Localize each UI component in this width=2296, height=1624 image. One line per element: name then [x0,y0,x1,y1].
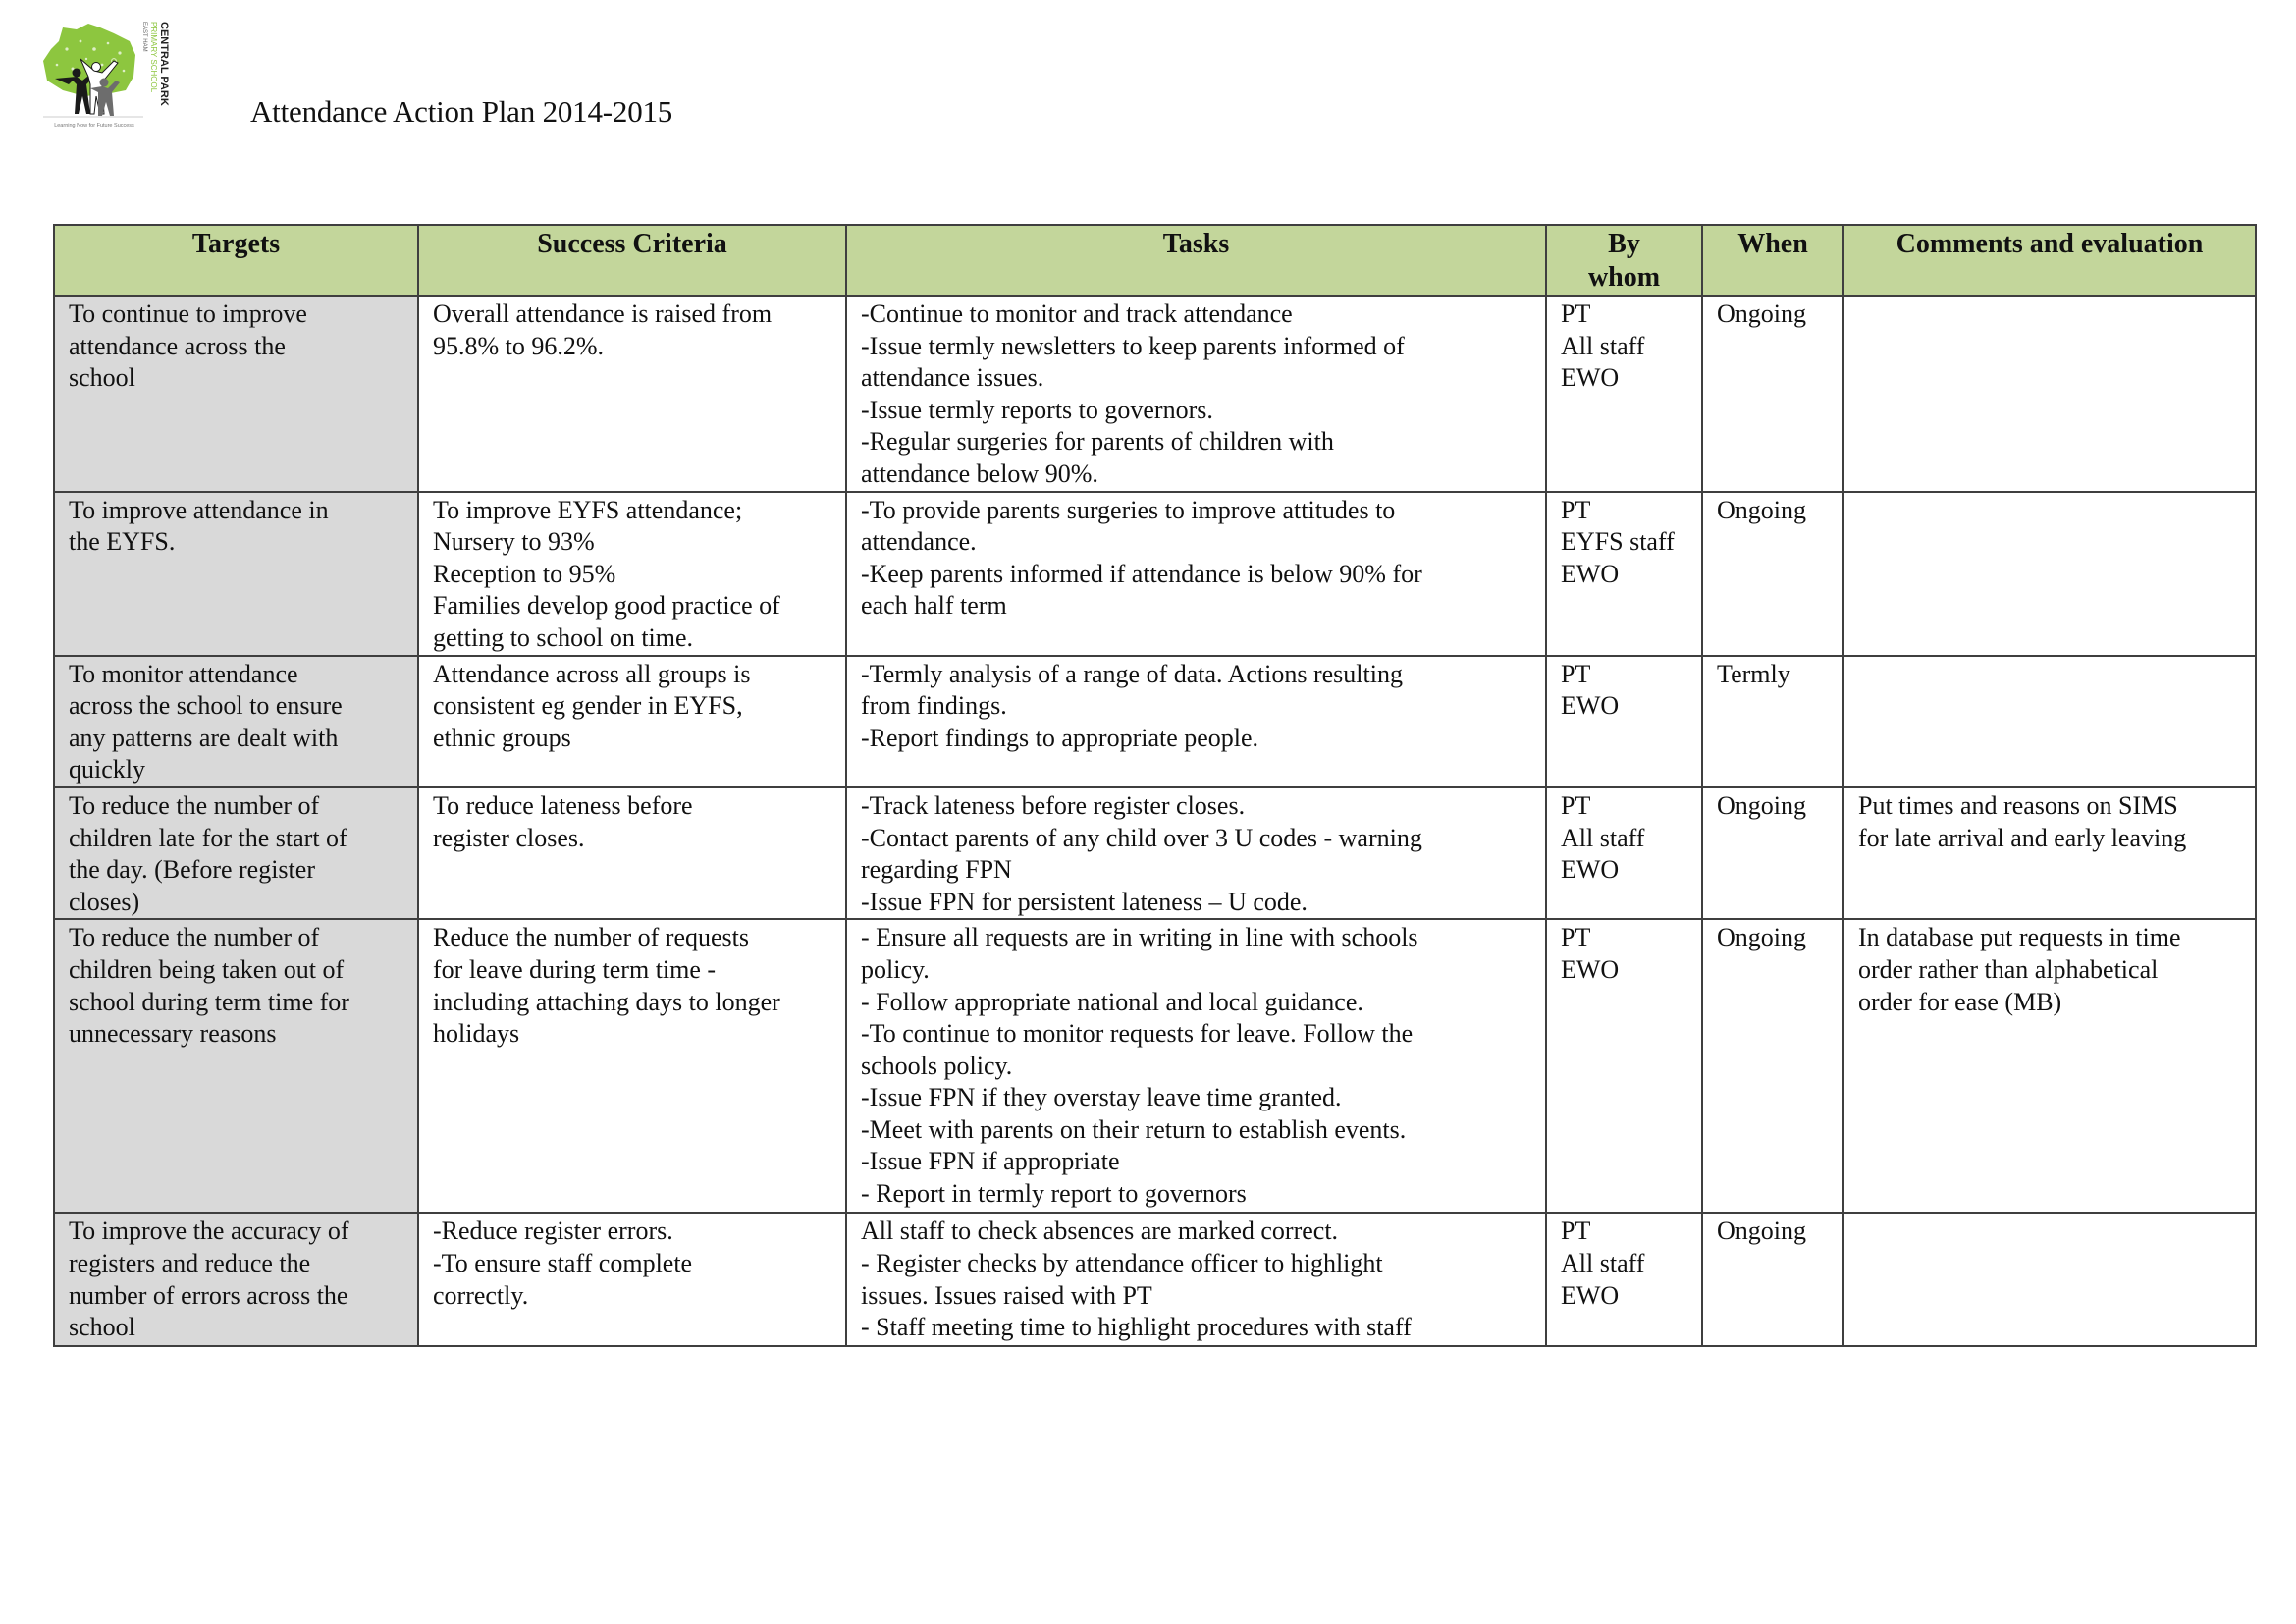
cell-target-line: To improve the accuracy of [69,1217,349,1246]
cell-by-whom-line: PT [1561,1217,1591,1246]
cell-tasks-line: All staff to check absences are marked correct. [861,1217,1339,1246]
cell-tasks-line: -Issue FPN if they overstay leave time granted. [861,1083,1342,1112]
cell-target-line: closes) [69,887,140,916]
cell-tasks [846,787,1546,919]
cell-by-whom-line: PT [1561,659,1591,688]
cell-by-whom-line: PT [1561,495,1591,524]
table-row [54,1213,2256,1346]
cell-target-line: registers and reduce the [69,1248,311,1277]
cell-target-line: To reduce the number of [69,790,320,820]
cell-success-criteria-line: To reduce lateness before [433,790,693,820]
cell-when-text: Ongoing [1717,790,1806,820]
cell-target [54,296,418,492]
cell-success-criteria-line: correctly. [433,1280,529,1310]
cell-target-line: attendance across the [69,331,286,360]
cell-target [54,656,418,787]
cell-tasks-line: -Keep parents informed if attendance is below 90% for [861,559,1422,588]
cell-tasks-line: policy. [861,954,930,984]
cell-target [54,492,418,656]
cell-by-whom [1546,296,1702,492]
cell-target-line: school [69,1313,135,1342]
cell-tasks-line: regarding FPN [861,855,1012,885]
cell-success-criteria-line: consistent eg gender in EYFS, [433,691,743,721]
cell-when [1702,656,1843,787]
cell-tasks-line: -Contact parents of any child over 3 U codes - warning [861,823,1422,852]
cell-target-line: number of errors across the [69,1280,348,1310]
cell-tasks-line: -Termly analysis of a range of data. Actions resulting [861,659,1403,688]
cell-success-criteria [418,787,846,919]
cell-success-criteria-line: Families develop good practice of [433,591,780,621]
cell-tasks-line: attendance. [861,527,977,557]
cell-success-criteria-line: To improve EYFS attendance; [433,495,743,524]
logo-location: EAST HAM [141,22,147,52]
cell-when-text: Ongoing [1717,923,1806,952]
cell-success-criteria-line: for leave during term time - [433,954,717,984]
cell-when-text: Ongoing [1717,299,1806,328]
cell-tasks-line: -Issue FPN for persistent lateness – U code. [861,887,1308,916]
cell-success-criteria-line: Reduce the number of requests [433,923,750,952]
cell-comments-line: Put times and reasons on SIMS [1858,790,2178,820]
cell-by-whom-line: PT [1561,299,1591,328]
cell-tasks-line: -Regular surgeries for parents of children with [861,427,1334,457]
cell-tasks-line: -Issue termly reports to governors. [861,395,1213,424]
cell-tasks-line: - Report in termly report to governors [861,1179,1247,1209]
cell-comments [1843,296,2256,492]
cell-target-line: across the school to ensure [69,691,343,721]
cell-success-criteria-line: Reception to 95% [433,559,616,588]
cell-target-line: quickly [69,755,145,785]
cell-tasks-line: - Ensure all requests are in writing in line with schools [861,923,1418,952]
table-row [54,787,2256,919]
cell-tasks [846,656,1546,787]
cell-by-whom-line: EWO [1561,954,1620,984]
cell-success-criteria-line: register closes. [433,823,585,852]
cell-comments-line: for late arrival and early leaving [1858,823,2187,852]
cell-target [54,1213,418,1346]
table-row [54,656,2256,787]
cell-target-line: the day. (Before register [69,855,315,885]
cell-target-line: To monitor attendance [69,659,298,688]
cell-success-criteria [418,296,846,492]
cell-target-line: unnecessary reasons [69,1019,277,1049]
cell-target-line: To continue to improve [69,299,307,328]
cell-by-whom-line: EWO [1561,1280,1620,1310]
cell-by-whom [1546,919,1702,1213]
cell-when-text: Ongoing [1717,1217,1806,1246]
cell-tasks-line: issues. Issues raised with PT [861,1280,1152,1310]
cell-target-line: school during term time for [69,987,349,1016]
cell-target-line: To improve attendance in [69,495,329,524]
cell-tasks-line: - Register checks by attendance officer to highlight [861,1248,1383,1277]
cell-target-line: To reduce the number of [69,923,320,952]
cell-comments [1843,1213,2256,1346]
cell-tasks-line: from findings. [861,691,1007,721]
cell-by-whom-line: All staff [1561,823,1645,852]
cell-target-line: the EYFS. [69,527,176,557]
cell-when-text: Termly [1717,659,1790,688]
cell-success-criteria [418,1213,846,1346]
cell-comments-line: In database put requests in time [1858,923,2181,952]
cell-success-criteria-line: holidays [433,1019,520,1049]
logo-tagline: Learning Now for Future Success [54,123,134,129]
cell-comments [1843,492,2256,656]
cell-tasks-line: -Issue FPN if appropriate [861,1147,1120,1176]
cell-tasks-line: -Track lateness before register closes. [861,790,1246,820]
logo-subtitle: PRIMARY SCHOOL [149,22,158,93]
cell-target [54,787,418,919]
header-tasks: Tasks [846,225,1546,296]
cell-by-whom [1546,656,1702,787]
cell-tasks-line: attendance below 90%. [861,459,1098,488]
cell-by-whom [1546,787,1702,919]
cell-success-criteria-line: including attaching days to longer [433,987,780,1016]
table-row [54,919,2256,1213]
cell-success-criteria-line: -Reduce register errors. [433,1217,673,1246]
cell-when [1702,296,1843,492]
cell-when-text: Ongoing [1717,495,1806,524]
cell-success-criteria [418,492,846,656]
cell-success-criteria-line: Nursery to 93% [433,527,595,557]
table-row [54,492,2256,656]
document-title: Attendance Action Plan 2014-2015 [250,94,673,129]
cell-tasks-line: -Meet with parents on their return to establish events. [861,1114,1407,1144]
cell-tasks-line: -To provide parents surgeries to improve attitudes to [861,495,1396,524]
cell-success-criteria [418,919,846,1213]
cell-comments-line: order for ease (MB) [1858,987,2062,1016]
cell-when [1702,787,1843,919]
school-logo [37,20,183,130]
cell-tasks [846,296,1546,492]
cell-success-criteria [418,656,846,787]
header-when: When [1702,225,1843,296]
cell-by-whom-line: EWO [1561,363,1620,393]
header-by-whom [1546,225,1702,296]
table-row [54,296,2256,492]
header-success-criteria: Success Criteria [418,225,846,296]
cell-target-line: any patterns are dealt with [69,723,339,752]
cell-by-whom-line: EYFS staff [1561,527,1675,557]
cell-when [1702,1213,1843,1346]
cell-comments [1843,787,2256,919]
cell-when [1702,492,1843,656]
cell-tasks [846,919,1546,1213]
cell-tasks-line: schools policy. [861,1051,1013,1080]
cell-tasks-line: attendance issues. [861,363,1044,393]
cell-tasks-line: -Issue termly newsletters to keep parents informed of [861,331,1405,360]
cell-tasks [846,492,1546,656]
cell-success-criteria-line: Attendance across all groups is [433,659,751,688]
cell-tasks [846,1213,1546,1346]
cell-tasks-line: - Follow appropriate national and local guidance. [861,987,1363,1016]
cell-by-whom-line: All staff [1561,331,1645,360]
cell-comments [1843,656,2256,787]
cell-success-criteria-line: Overall attendance is raised from [433,299,773,328]
table-body [54,296,2256,1346]
cell-tasks-line: -Continue to monitor and track attendance [861,299,1293,328]
header-targets: Targets [54,225,418,296]
cell-by-whom [1546,492,1702,656]
cell-comments-line: order rather than alphabetical [1858,954,2159,984]
cell-tasks-line: -Report findings to appropriate people. [861,723,1259,752]
cell-by-whom-line: EWO [1561,559,1620,588]
cell-comments [1843,919,2256,1213]
cell-tasks-line: -To continue to monitor requests for leave. Follow the [861,1019,1414,1049]
cell-target-line: children late for the start of [69,823,347,852]
cell-target [54,919,418,1213]
cell-target-line: children being taken out of [69,954,345,984]
cell-tasks-line: - Staff meeting time to highlight procedures with staff [861,1313,1412,1342]
cell-by-whom-line: All staff [1561,1248,1645,1277]
header-by-whom-line-2: whom [1587,262,1661,293]
cell-when [1702,919,1843,1213]
cell-by-whom [1546,1213,1702,1346]
cell-by-whom-line: EWO [1561,855,1620,885]
header-comments: Comments and evaluation [1843,225,2256,296]
cell-success-criteria-line: 95.8% to 96.2%. [433,331,605,360]
table-header-row [54,225,2256,296]
header-by-whom-line-1: By [1608,229,1640,259]
cell-target-line: school [69,363,135,393]
cell-tasks-line: each half term [861,591,1007,621]
cell-success-criteria-line: -To ensure staff complete [433,1248,693,1277]
cell-by-whom-line: EWO [1561,691,1620,721]
cell-success-criteria-line: ethnic groups [433,723,571,752]
logo-name: CENTRAL PARK [158,22,170,106]
attendance-action-plan-table [53,224,2257,1347]
cell-by-whom-line: PT [1561,790,1591,820]
cell-by-whom-line: PT [1561,923,1591,952]
cell-success-criteria-line: getting to school on time. [433,623,694,652]
